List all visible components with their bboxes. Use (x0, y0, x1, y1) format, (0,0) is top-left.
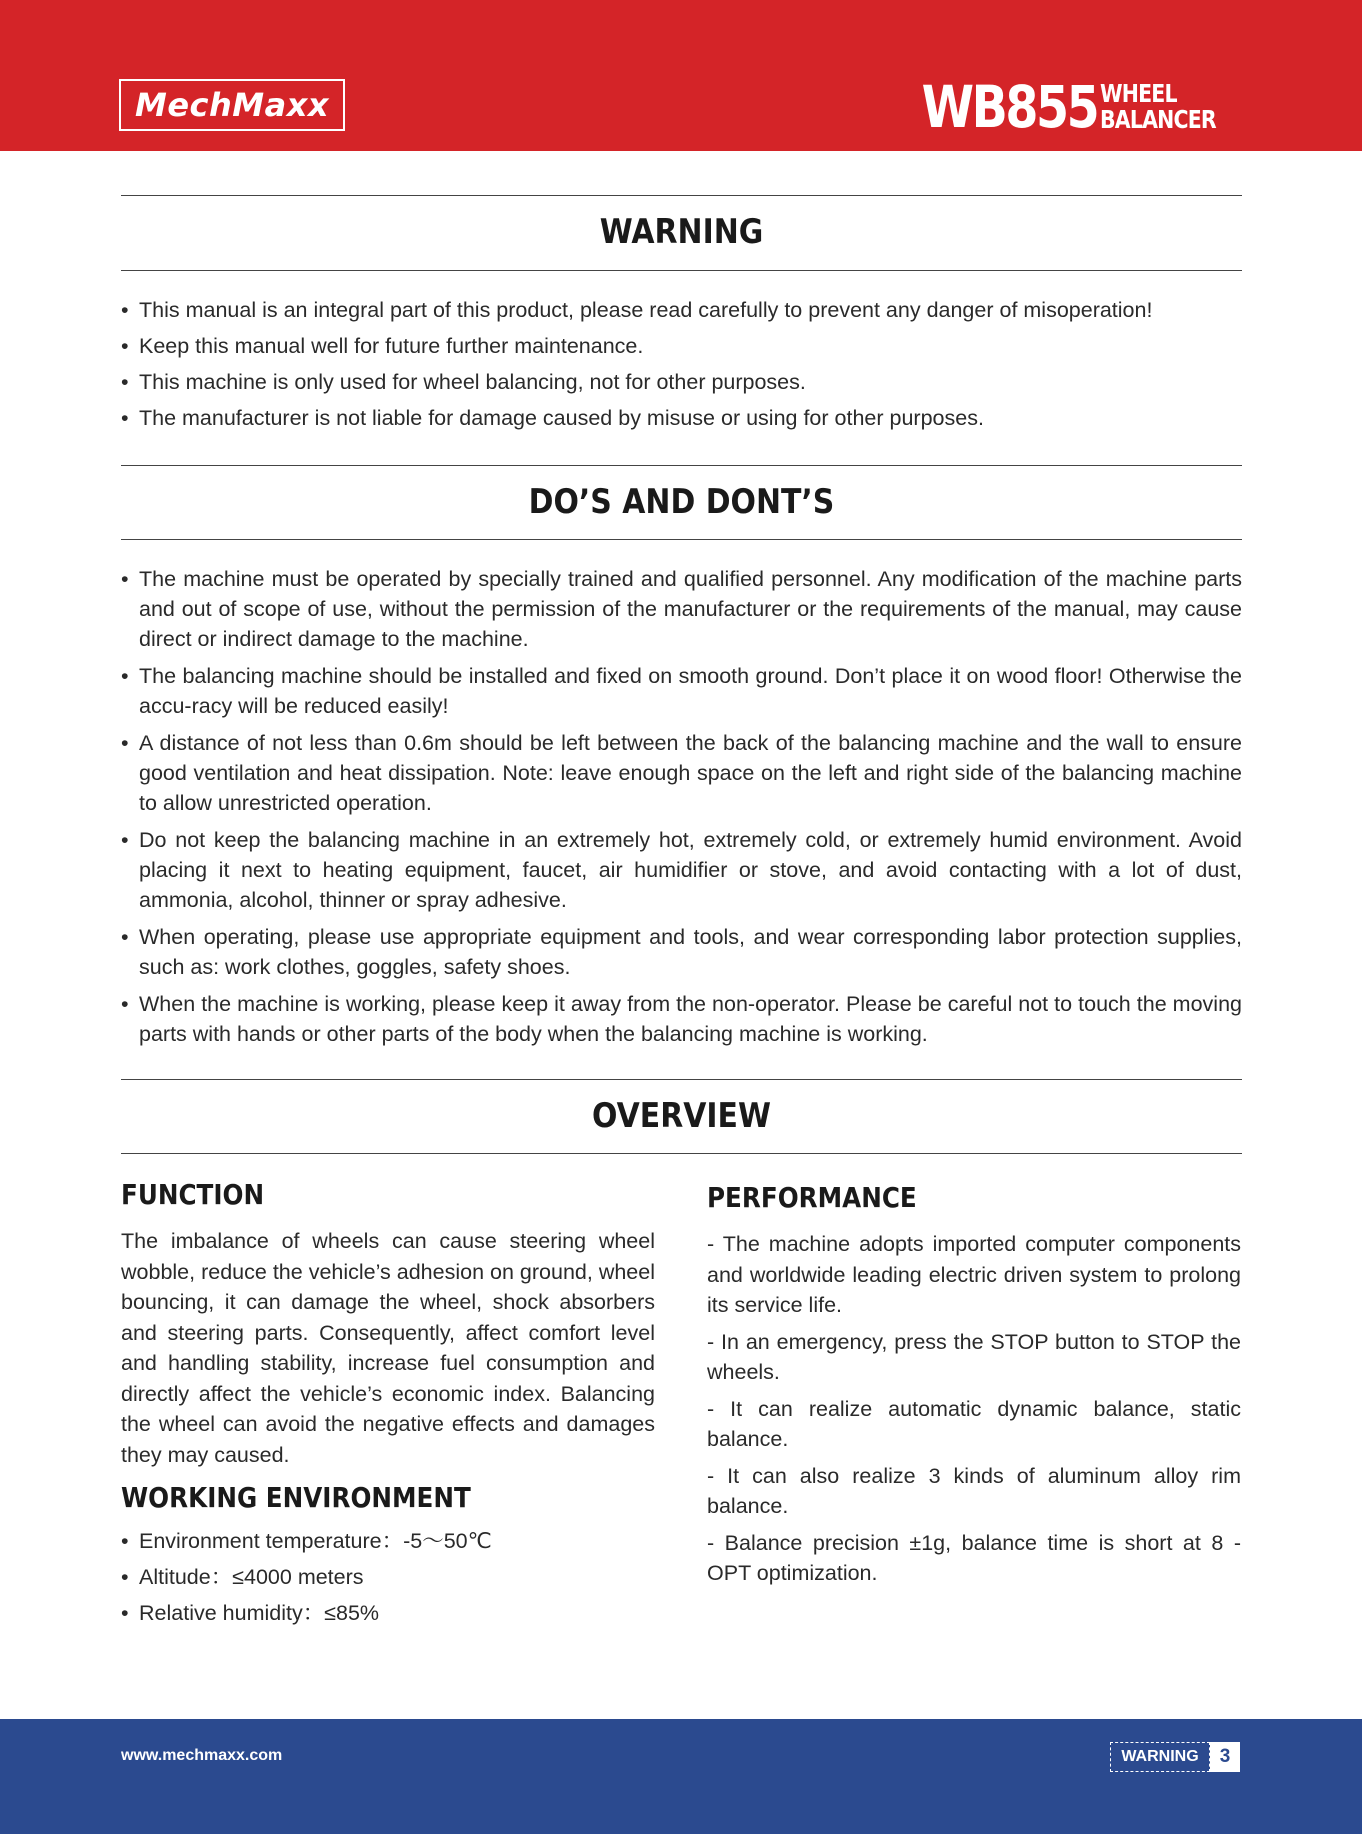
list-item: • Altitude：≤4000 meters (121, 1562, 641, 1592)
list-item: - It can realize automatic dynamic balance, static balance. (707, 1396, 1241, 1451)
environment-title: WORKING ENVIRONMENT (121, 1481, 471, 1514)
page-header (0, 0, 1362, 151)
divider (121, 1079, 1242, 1080)
divider (121, 195, 1242, 196)
list-item: • This machine is only used for wheel balancing, not for other purposes. (121, 367, 1242, 397)
list-item: • The machine must be operated by specially trained and qualified personnel. Any modification of the machine parts and out of scope of use, without the permission of the manufacturer or the requirements of the manual, may cause direct or indirect damage to the machine. (121, 564, 1242, 654)
brand-logo (119, 79, 345, 131)
function-title: FUNCTION (121, 1178, 265, 1211)
list-item: - The machine adopts imported computer components and worldwide leading electric driven system to prolong its service life. (707, 1232, 1241, 1317)
performance-list (707, 1229, 1241, 1595)
environment-list (121, 1526, 641, 1634)
model-name (1100, 81, 1216, 133)
page-footer (0, 1719, 1362, 1834)
list-item: • Do not keep the balancing machine in an extremely hot, extremely cold, or extremely humid environment. Avoid placing it next to heating equipment, faucet, air humidifier or stove, and avoid contacting with a lot of dust, ammonia, alcohol, thinner or spray adhesive. (121, 825, 1242, 915)
overview-title: OVERVIEW (592, 1096, 771, 1136)
brand-logo-text: MechMaxx (134, 86, 329, 124)
list-item: - It can also realize 3 kinds of aluminum alloy rim balance. (707, 1463, 1241, 1518)
list-item: • The balancing machine should be installed and fixed on smooth ground. Don’t place it on wood floor! Otherwise the accu-racy will be reduced easily! (121, 661, 1242, 721)
list-item: • Relative humidity：≤85% (121, 1598, 641, 1628)
section-tag: WARNING (1110, 1742, 1210, 1772)
model-number: WB855 (922, 73, 1098, 141)
list-item: - Balance precision ±1g, balance time is short at 8 - OPT optimization. (707, 1530, 1241, 1585)
list-item: • The manufacturer is not liable for damage caused by misuse or using for other purposes. (121, 403, 1242, 433)
list-item: • Keep this manual well for future further maintenance. (121, 331, 1242, 361)
list-item: • This manual is an integral part of this product, please read carefully to prevent any danger of misoperation! (121, 295, 1242, 325)
function-text: The imbalance of wheels can cause steering wheel wobble, reduce the vehicle’s adhesion on ground, wheel bouncing, it can damage the wheel, shock absorbers and steering parts. Consequently, affect comfort level and handling stability, increase fuel consumption and directly affect the vehicle’s economic index. Balancing the wheel can avoid the negative effects and damages they may caused. (121, 1229, 655, 1467)
page-number: 3 (1210, 1742, 1240, 1772)
list-item: • When the machine is working, please keep it away from the non-operator. Please be careful not to touch the moving parts with hands or other parts of the body when the balancing machine is working. (121, 989, 1242, 1049)
performance-title: PERFORMANCE (707, 1181, 917, 1214)
divider (121, 1153, 1242, 1154)
model-name-line2: BALANCER (1099, 105, 1216, 134)
product-title (883, 74, 1241, 140)
divider (121, 465, 1242, 466)
list-item: • Environment temperature：-5～50℃ (121, 1526, 641, 1556)
warning-title: WARNING (599, 212, 764, 252)
model-name-line1: WHEEL (1099, 79, 1177, 108)
divider (121, 539, 1242, 540)
website-link[interactable]: www.mechmaxx.com (121, 1747, 283, 1764)
list-item: • When operating, please use appropriate equipment and tools, and wear corresponding labor protection supplies, such as: work clothes, goggles, safety shoes. (121, 922, 1242, 982)
divider (121, 270, 1242, 271)
dos-title: DO’S AND DONT’S (528, 482, 835, 522)
list-item: - In an emergency, press the STOP button to STOP the wheels. (707, 1329, 1241, 1384)
warning-list (121, 295, 1242, 439)
list-item: • A distance of not less than 0.6m should be left between the back of the balancing machine and the wall to ensure good ventilation and heat dissipation. Note: leave enough space on the left and right side of the balancing machine to allow unrestricted operation. (121, 728, 1242, 818)
dos-list (121, 564, 1242, 1056)
